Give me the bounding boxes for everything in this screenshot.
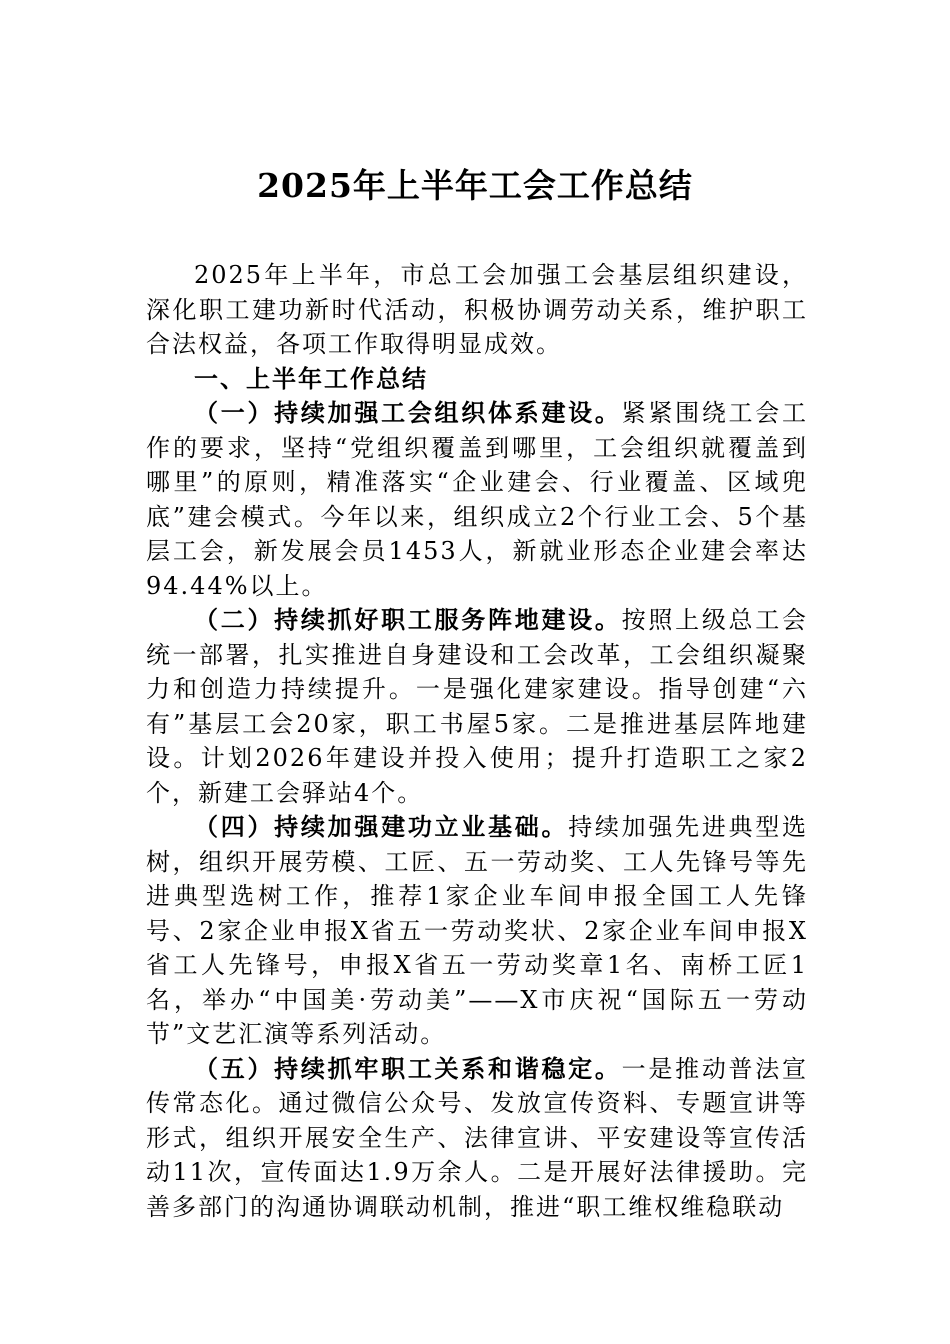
paragraph-2-text: 按照上级总工会统一部署，扎实推进自身建设和工会改革，工会组织凝聚力和创造力持续提升。一是强化建家建设。指导创建“六有”基层工会20家，职工书屋5家。二是推进基层阵地建设。计划2026年建设并投入使用；提升打造职工之家2个，新建工会驿站4个。 bbox=[146, 606, 809, 807]
paragraph-4-text: 一是推动普法宣传常态化。通过微信公众号、发放宣传资料、专题宣讲等形式，组织开展安全生产、法律宣讲、平安建设等宣传活动11次，宣传面达1.9万余人。二是开展好法律援助。完善多部门的沟通协调联动机制，推进“职工维权维稳联动 bbox=[146, 1054, 809, 1221]
paragraph-2-lead: （二）持续抓好职工服务阵地建设。 bbox=[194, 605, 622, 634]
paragraph-3 bbox=[146, 810, 808, 1052]
paragraph-4 bbox=[146, 1052, 808, 1225]
document-body bbox=[146, 258, 808, 1224]
intro-paragraph: 2025年上半年，市总工会加强工会基层组织建设，深化职工建功新时代活动，积极协调劳动关系，维护职工合法权益，各项工作取得明显成效。 bbox=[146, 261, 808, 358]
paragraph-1-text: 紧紧围绕工会工作的要求，坚持“党组织覆盖到哪里，工会组织就覆盖到哪里”的原则，精准落实“企业建会、行业覆盖、区域兜底”建会模式。今年以来，组织成立2个行业工会、5个基层工会，新发展会员1453人，新就业形态企业建会率达94.44%以上。 bbox=[146, 399, 809, 600]
paragraph-3-lead: （四）持续加强建功立业基础。 bbox=[194, 812, 569, 841]
paragraph-4-lead: （五）持续抓牢职工关系和谐稳定。 bbox=[194, 1053, 622, 1083]
document-title: 2025年上半年工会工作总结 bbox=[257, 166, 693, 205]
paragraph-3-text: 持续加强先进典型选树，组织开展劳模、工匠、五一劳动奖、工人先锋号等先进典型选树工作，推荐1家企业车间申报全国工人先锋号、2家企业申报X省五一劳动奖状、2家企业车间申报X省工人先锋号，申报X省五一劳动奖章1名、南桥工匠1名，举办“中国美·劳动美”——X市庆祝“国际五一劳动节”文艺汇演等系列活动。 bbox=[146, 813, 809, 1048]
paragraph-1-lead: （一）持续加强工会组织体系建设。 bbox=[194, 398, 622, 427]
paragraph-1 bbox=[146, 396, 808, 603]
section-heading: 一、上半年工作总结 bbox=[194, 363, 428, 393]
paragraph-2 bbox=[146, 603, 808, 810]
